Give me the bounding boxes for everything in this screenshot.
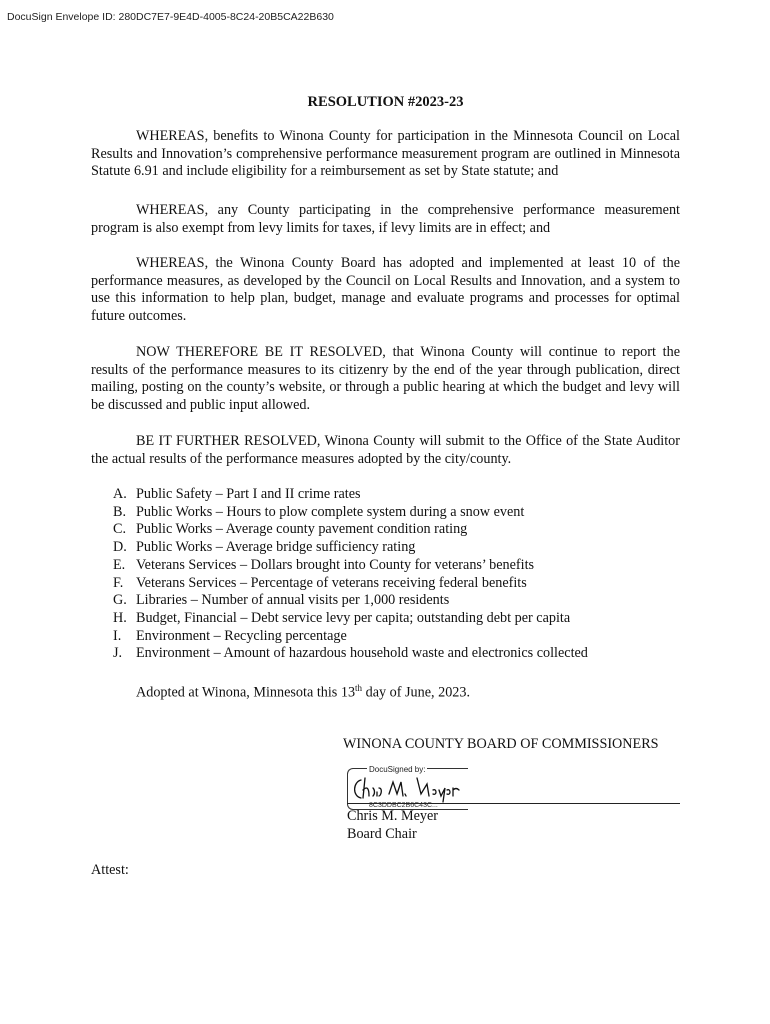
whereas-paragraph-2: WHEREAS, any County participating in the comprehensive performance measurement program is also exempt from levy limits for taxes, if levy limits are in effect; and (91, 202, 680, 236)
whereas-paragraph-1: WHEREAS, benefits to Winona County for participation in the Minnesota Council on Local Results and Innovation’s comprehensive performance measurement program are outlined in Minnesota Statute 6.91 and include eligibility for a reimbursement as set by State statute; and (91, 128, 680, 180)
list-item: H. Budget, Financial – Debt service levy per capita; outstanding debt per capita (113, 609, 571, 626)
list-item: J. Environment – Amount of hazardous household waste and electronics collected (113, 645, 588, 662)
signature-id: 8C3DDBC2B6C43C... (369, 802, 438, 809)
docusign-envelope-id: DocuSign Envelope ID: 280DC7E7-9E4D-4005-8C24-20B5CA22B630 (7, 11, 334, 23)
list-item: A. Public Safety – Part I and II crime rates (113, 486, 361, 502)
list-item: G. Libraries – Number of annual visits per 1,000 residents (113, 592, 450, 609)
performance-measures-list (113, 486, 588, 663)
whereas-paragraph-3: WHEREAS, the Winona County Board has adopted and implemented at least 10 of the performance measures, as developed by the Council on Local Results and Innovation, and a system to use this information to help plan, budget, manage and evaluate programs and processes for optimal future outcomes. (91, 255, 680, 324)
further-resolved-paragraph: BE IT FURTHER RESOLVED, Winona County will submit to the Office of the State Auditor the actual results of the performance measures adopted by the city/county. (91, 433, 680, 467)
list-item: B. Public Works – Hours to plow complete system during a snow event (113, 503, 525, 520)
signer-title: Board Chair (347, 825, 417, 842)
docusign-caption: DocuSigned by: (369, 765, 426, 774)
list-item: D. Public Works – Average bridge sufficiency rating (113, 539, 416, 556)
list-item: I. Environment – Recycling percentage (113, 627, 347, 644)
signer-name: Chris M. Meyer (347, 808, 439, 824)
resolved-paragraph: NOW THEREFORE BE IT RESOLVED, that Winona County will continue to report the results of the performance measures to its citizenry by the end of the year through publication, direct mailing, posting on the county’s website, or through a public hearing at which the budget and levy will be discussed and public input allowed. (91, 344, 680, 413)
resolution-title: RESOLUTION #2023-23 (307, 94, 464, 110)
signature-line (347, 803, 680, 804)
adopted-statement: Adopted at Winona, Minnesota this 13th day of June, 2023. (136, 683, 471, 701)
board-name: WINONA COUNTY BOARD OF COMMISSIONERS (343, 736, 659, 752)
signer-block (347, 808, 438, 843)
attest-label: Attest: (91, 862, 129, 878)
handwritten-signature (349, 774, 469, 804)
list-item: F. Veterans Services – Percentage of veterans receiving federal benefits (113, 574, 527, 591)
list-item: E. Veterans Services – Dollars brought into County for veterans’ benefits (113, 556, 535, 573)
list-item: C. Public Works – Average county pavement condition rating (113, 521, 468, 538)
